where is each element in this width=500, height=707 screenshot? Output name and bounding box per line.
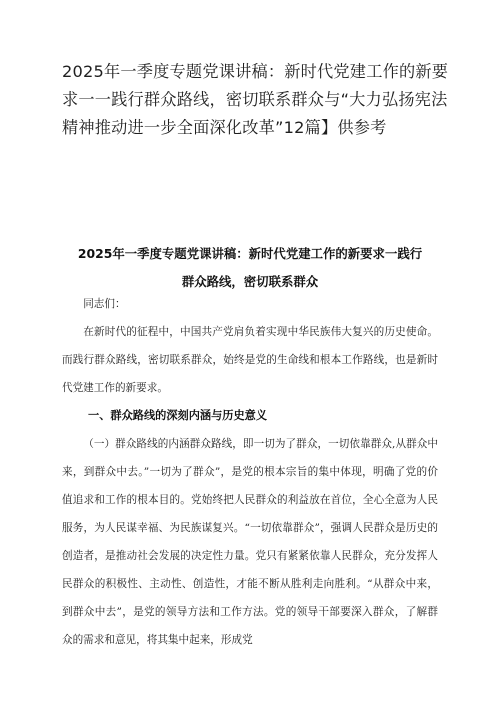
document-title: 2025年一季度专题党课讲稿：新时代党建工作的新要求一一践行群众路线，密切联系群众与“大力弘扬宪法精神推动进一步全面深化改革”12篇】供参考 (62, 62, 449, 137)
paragraph-intro: 在新时代的征程中，中国共产党肩负着实现中华民族伟大复兴的历史使命。而践行群众路线，密切联系群众，始终是党的生命线和根本工作路线，也是新时代党建工作的新要求。 (62, 326, 438, 394)
article-title: 2025年一季度专题党课讲稿：新时代党建工作的新要求一践行群众路线，密切联系群众 (77, 246, 423, 289)
paragraph-mass-line: （一）群众路线的内涵群众路线，即一切为了群众，一切依靠群众,从群众中来，到群众中去。”一切为了群众”，是党的根本宗旨的集中体现，明确了党的价值追求和工作的根本目的。党始终把人民群众的利益放在首位，全心全意为人民服务，为人民谋幸福、为民族谋复兴。“一切依靠群众”，强调人民群众是历史的创造者，是推动社会发展的决定性力量。党只有紧紧依靠人民群众，充分发挥人民群众的积极性、主动性、创造性，才能不断从胜利走向胜利。“从群众中来，到群众中去”，是党的领导方法和工作方法。党的领导干部要深入群众，了解群众的需求和意见，将其集中起来，形成党 (62, 438, 438, 646)
section-heading: 一、群众路线的深刻内涵与历史意义 (88, 409, 268, 422)
greeting: 同志们： (83, 298, 126, 310)
